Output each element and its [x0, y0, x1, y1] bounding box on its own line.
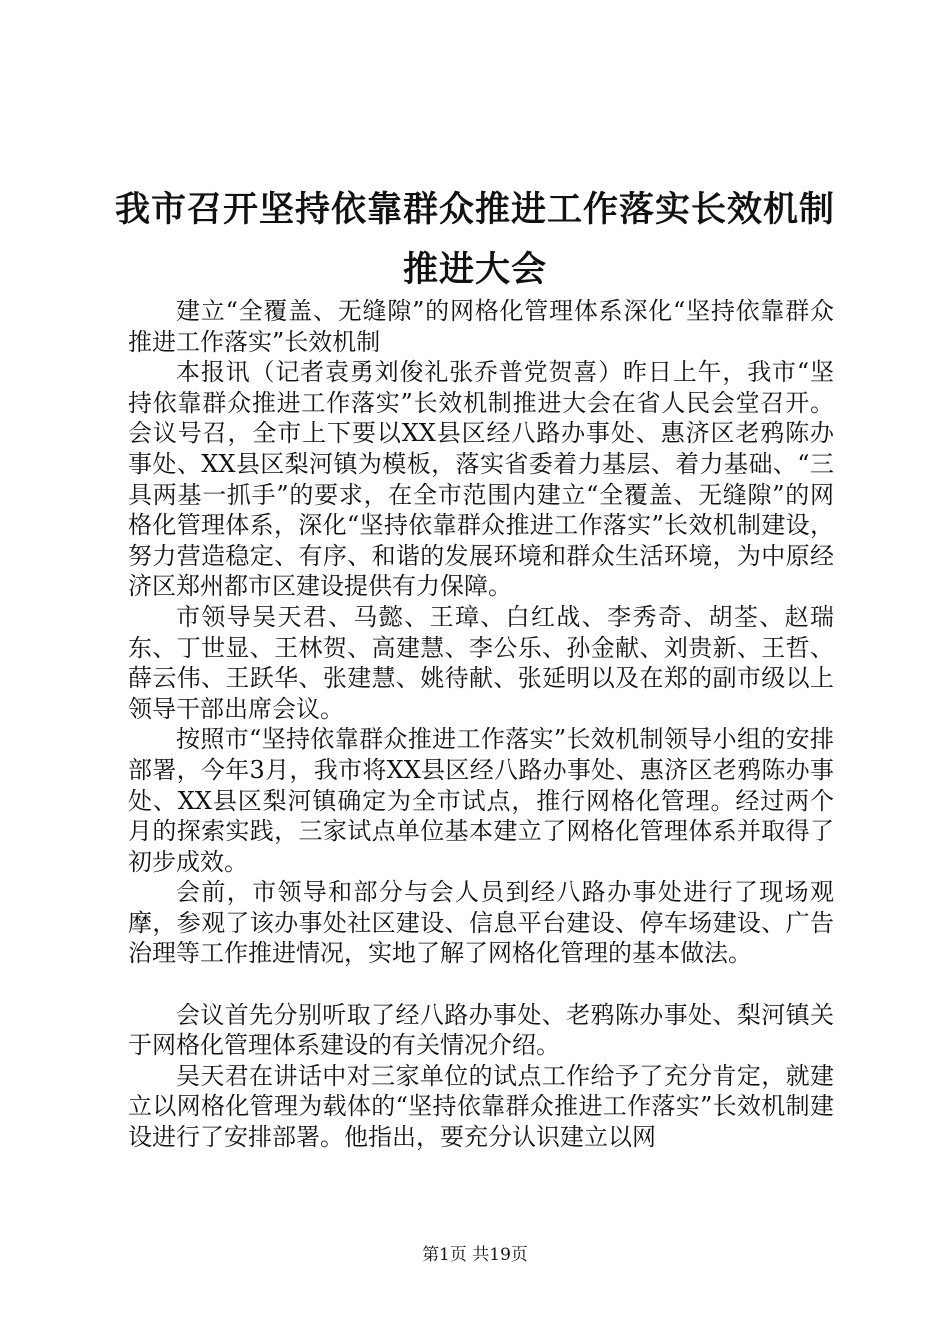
paragraph-lead: 本报讯（记者袁勇刘俊礼张乔普党贺喜）昨日上午，我市“坚持依靠群众推进工作落实”长效机制推进大会在省人民会堂召开。会议号召，全市上下要以XX县区经八路办事处、惠济区老鸦陈办事处、XX县区梨河镇为模板，落实省委着力基层、着力基础、“三具两基一抓手”的要求，在全市范围内建立“全覆盖、无缝隙”的网格化管理体系，深化“坚持依靠群众推进工作落实”长效机制建设，努力营造稳定、有序、和谐的发展环境和群众生活环境，为中原经济区郑州都市区建设提供有力保障。	[128, 358, 834, 601]
paragraph-reports: 会议首先分别听取了经八路办事处、老鸦陈办事处、梨河镇关于网格化管理体系建设的有关情况介绍。	[128, 1000, 834, 1060]
paragraph-site-visit: 会前，市领导和部分与会人员到经八路办事处进行了现场观摩，参观了该办事处社区建设、信息平台建设、停车场建设、广告治理等工作推进情况，实地了解了网格化管理的基本做法。	[128, 878, 834, 968]
paragraph-attendees: 市领导吴天君、马懿、王璋、白红战、李秀奇、胡荃、赵瑞东、丁世显、王林贺、高建慧、李公乐、孙金献、刘贵新、王哲、薛云伟、王跃华、张建慧、姚待献、张延明以及在郑的副市级以上领导干部出席会议。	[128, 602, 834, 723]
document-body	[128, 296, 834, 1153]
paragraph-pilot: 按照市“坚持依靠群众推进工作落实”长效机制领导小组的安排部署，今年3月，我市将XX县区经八路办事处、惠济区老鸦陈办事处、XX县区梨河镇确定为全市试点，推行网格化管理。经过两个月的探索实践，三家试点单位基本建立了网格化管理体系并取得了初步成效。	[128, 725, 834, 876]
paragraph-speech: 吴天君在讲话中对三家单位的试点工作给予了充分肯定，就建立以网格化管理为载体的“坚持依靠群众推进工作落实”长效机制建设进行了安排部署。他指出，要充分认识建立以网	[128, 1061, 834, 1152]
paragraph-subtitle: 建立“全覆盖、无缝隙”的网格化管理体系深化“坚持依靠群众推进工作落实”长效机制	[128, 297, 834, 356]
document-title-line-2: 推进大会	[402, 250, 547, 290]
document-title-line-1: 我市召开坚持依靠群众推进工作落实长效机制	[114, 190, 835, 230]
page-number-footer: 第1页 共19页	[422, 1245, 528, 1265]
